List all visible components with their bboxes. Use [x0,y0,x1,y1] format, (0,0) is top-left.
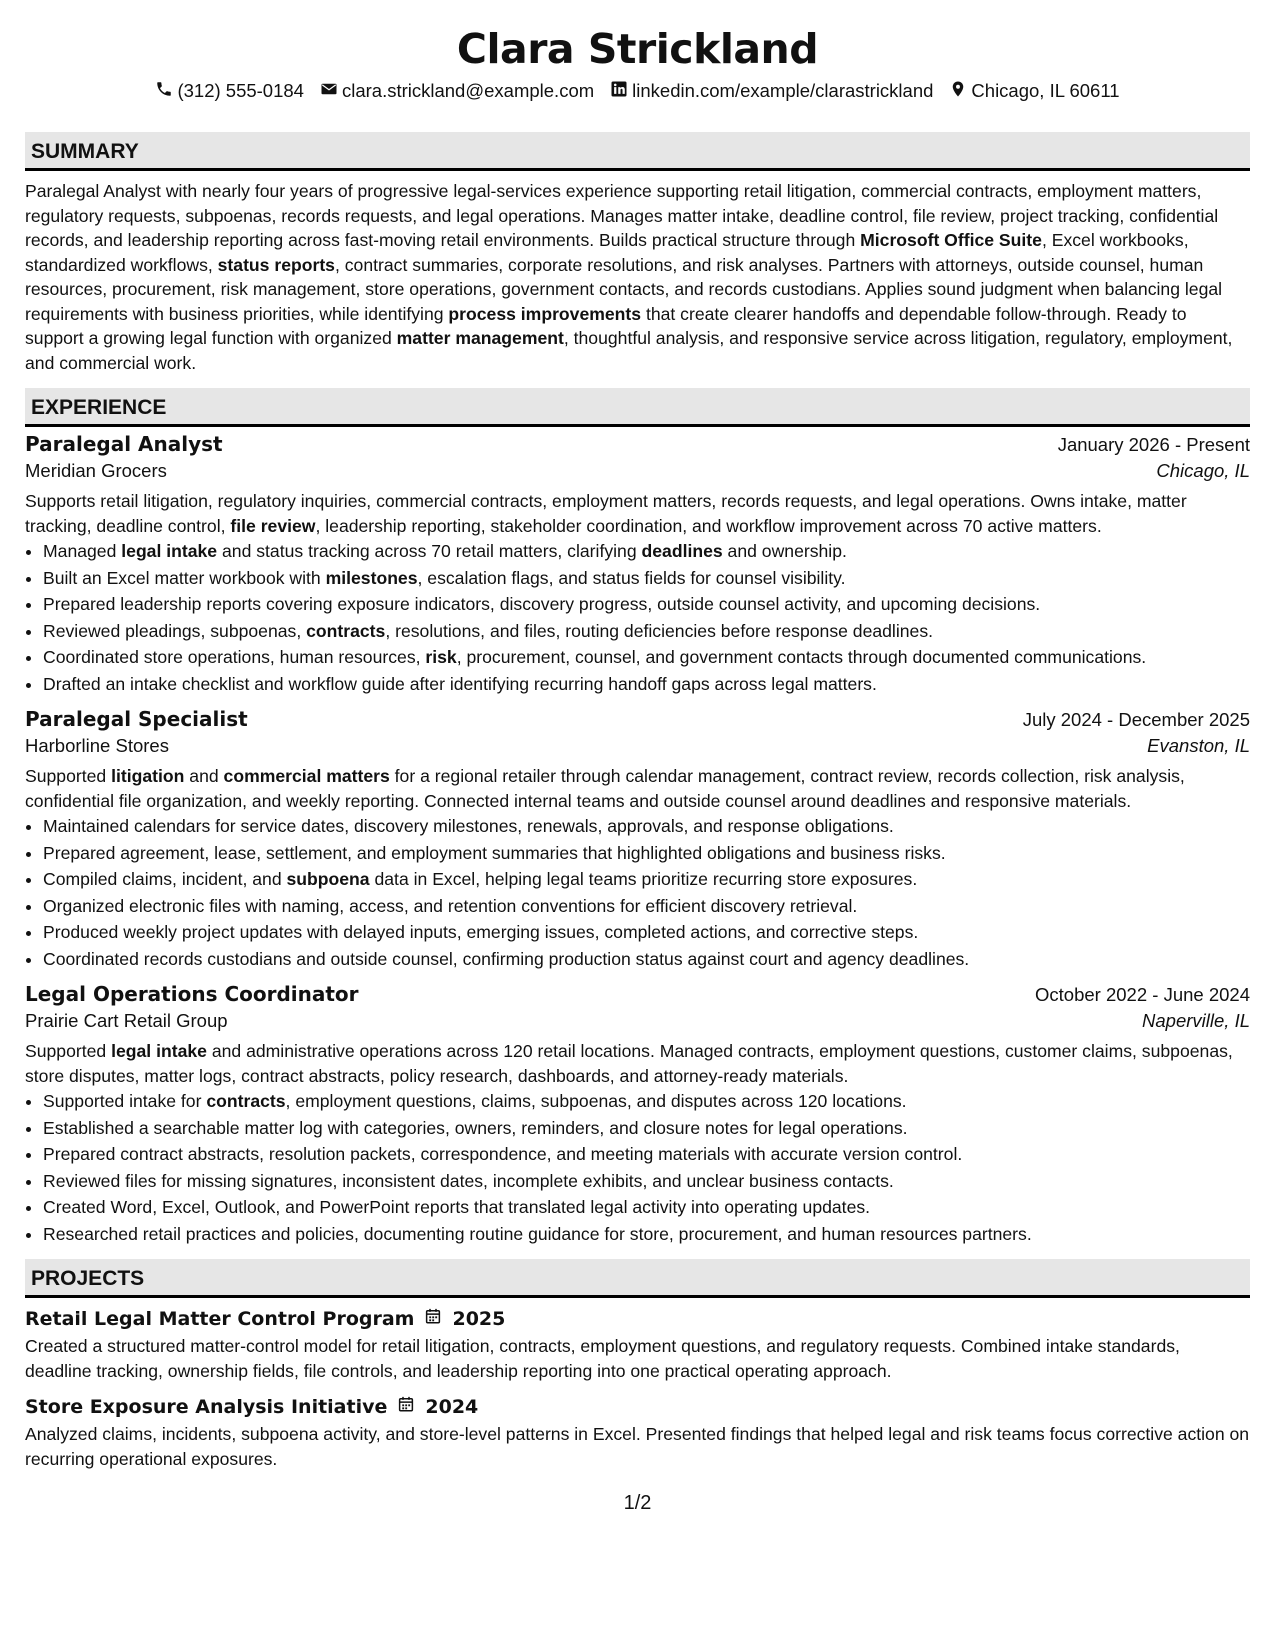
job-title: Paralegal Specialist [25,707,248,731]
project-year: 2025 [452,1307,506,1330]
resume-page [25,0,1250,1471]
job-dates: January 2026 - Present [1057,434,1250,455]
bullet-item: • Prepared leadership reports covering exposure indicators, discovery progress, outside counsel activity, and upcoming decisions. [43,591,1250,618]
bullet-item: • Researched retail practices and policies, documenting routine guidance for store, procurement, and human resources partners. [43,1221,1250,1248]
project-description: Created a structured matter-control model for retail litigation, contracts, employment questions, and regulatory requests. Combined intake standards, deadline tracking, ownership fields, file controls, and leadership reporting into one practical operating approach. [25,1336,1180,1381]
project-title: Retail Legal Matter Control Program [25,1307,415,1330]
emphasis-text: file review [230,515,316,536]
summary-text: Paralegal Analyst with nearly four years of progressive legal-services experience supporting retail litigation, commercial contracts, employment matters, regulatory requests, subpoenas, records requests, and legal operations. Manages matter intake, deadline control, file review, project tracking, confidential records, and leadership reporting across fast-moving retail environments. Builds practical structure through Microsoft Office Suite, Excel workbooks, standardized workflows, status reports, contract summaries, corporate resolutions, and risk analyses. Partners with attorneys, outside counsel, human resources, procurement, risk management, store operations, government contacts, and records custodians. Applies sound judgment when balancing legal requirements with business priorities, while identifying process improvements that create clearer handoffs and dependable follow-through. Ready to support a growing legal function with organized matter management, thoughtful analysis, and responsive service across litigation, regulatory, employment, and commercial work. [25,181,1233,373]
phone-text: (312) 555-0184 [177,80,304,101]
project-title: Store Exposure Analysis Initiative [25,1395,388,1418]
emphasis-text: subpoena [286,869,370,889]
location-text: Chicago, IL 60611 [971,80,1120,101]
emphasis-text: commercial matters [223,766,390,786]
emphasis-text: deadlines [641,541,723,561]
email-text: clara.strickland@example.com [341,80,595,101]
contact-bar [25,78,1250,104]
bullet-item: • Coordinated store operations, human resources, risk, procurement, counsel, and government contacts through documented communications. [43,644,1250,671]
emphasis-text: Microsoft Office Suite [860,230,1042,250]
bullet-item: • Established a searchable matter log with categories, owners, reminders, and closure notes for legal operations. [43,1115,1250,1142]
job-location: Chicago, IL [1156,460,1250,481]
emphasis-text: milestones [325,567,418,588]
job-location: Evanston, IL [1147,735,1250,756]
emphasis-text: matter management [396,328,564,348]
map-pin-icon [949,80,967,103]
emphasis-text: contracts [306,620,386,641]
job-title: Paralegal Analyst [25,432,223,456]
job-bullets [25,1088,1250,1247]
bullet-item: • Organized electronic files with naming, access, and retention conventions for efficient discovery retrieval. [43,893,1250,920]
job-bullets [25,538,1250,697]
envelope-icon [320,80,338,103]
bullet-item: • Maintained calendars for service dates, discovery milestones, renewals, approvals, and response obligations. [43,813,1250,840]
emphasis-text: litigation [111,766,185,786]
bullet-item: • Compiled claims, incident, and subpoena data in Excel, helping legal teams prioritize recurring store exposures. [43,866,1250,893]
job-location: Naperville, IL [1142,1010,1250,1031]
job-summary: Supported litigation and commercial matters for a regional retailer through calendar management, contract review, records collection, risk analysis, confidential file organization, and weekly reporting. Connected internal teams and outside counsel around deadlines and responsive materials. [25,766,1185,811]
summary-heading: SUMMARY [25,132,1250,171]
company-name: Harborline Stores [25,735,169,756]
candidate-name: Clara Strickland [456,25,819,73]
emphasis-text: legal intake [121,541,218,561]
calendar-icon [424,1307,442,1330]
contact-linkedin[interactable] [610,80,933,103]
bullet-item: • Reviewed pleadings, subpoenas, contracts, resolutions, and files, routing deficiencies before response deadlines. [43,618,1250,645]
calendar-icon [397,1395,415,1418]
phone-icon [155,80,173,103]
bullet-item: • Built an Excel matter workbook with milestones, escalation flags, and status fields for counsel visibility. [43,565,1250,592]
projects-heading: PROJECTS [25,1259,1250,1298]
contact-phone[interactable] [155,80,304,103]
contact-email[interactable] [320,80,594,103]
emphasis-text: legal intake [111,1041,207,1061]
project-description: Analyzed claims, incidents, subpoena activity, and store-level patterns in Excel. Presented findings that helped legal and risk teams focus corrective action on recurring operational exposures. [25,1424,1250,1469]
company-name: Meridian Grocers [25,460,167,481]
bullet-item: • Supported intake for contracts, employment questions, claims, subpoenas, and disputes across 120 locations. [43,1088,1250,1115]
bullet-item: • Prepared contract abstracts, resolution packets, correspondence, and meeting materials with accurate version control. [43,1141,1250,1168]
job-entry [25,982,1250,1247]
company-name: Prairie Cart Retail Group [25,1010,228,1031]
job-entry [25,707,1250,972]
job-dates: July 2024 - December 2025 [1022,709,1250,730]
bullet-item: • Managed legal intake and status tracking across 70 retail matters, clarifying deadlines and ownership. [43,538,1250,565]
linkedin-icon [610,80,628,103]
bullet-item: • Prepared agreement, lease, settlement, and employment summaries that highlighted obligations and business risks. [43,840,1250,867]
project-entry [25,1395,1250,1471]
linkedin-text: linkedin.com/example/clarastrickland [632,80,934,101]
bullet-item: • Reviewed files for missing signatures, inconsistent dates, incomplete exhibits, and unclear business contacts. [43,1168,1250,1195]
emphasis-text: contracts [206,1091,286,1111]
job-summary: Supported legal intake and administrative operations across 120 retail locations. Managed contracts, employment questions, customer claims, subpoenas, store disputes, matter logs, contract abstracts, policy research, dashboards, and attorney-ready materials. [25,1041,1233,1086]
job-title: Legal Operations Coordinator [25,982,359,1006]
page-number: 1/2 [623,1492,652,1514]
job-summary: Supports retail litigation, regulatory inquiries, commercial contracts, employment matters, records requests, and legal operations. Owns intake, matter tracking, deadline control, file review, leadership reporting, stakeholder coordination, and workflow improvement across 70 active matters. [25,491,1187,536]
project-year: 2024 [425,1395,479,1418]
emphasis-text: risk [425,647,457,667]
bullet-item: • Created Word, Excel, Outlook, and PowerPoint reports that translated legal activity into operating updates. [43,1194,1250,1221]
bullet-item: • Produced weekly project updates with delayed inputs, emerging issues, completed actions, and corrective steps. [43,919,1250,946]
job-dates: October 2022 - June 2024 [1035,984,1250,1005]
bullet-item: • Coordinated records custodians and outside counsel, confirming production status against court and agency deadlines. [43,946,1250,973]
project-entry [25,1307,1250,1383]
bullet-item: • Drafted an intake checklist and workflow guide after identifying recurring handoff gaps across legal matters. [43,671,1250,698]
job-entry [25,432,1250,697]
job-bullets [25,813,1250,972]
experience-heading: EXPERIENCE [25,388,1250,427]
emphasis-text: process improvements [448,303,642,324]
emphasis-text: status reports [217,254,335,275]
contact-location [949,80,1119,103]
